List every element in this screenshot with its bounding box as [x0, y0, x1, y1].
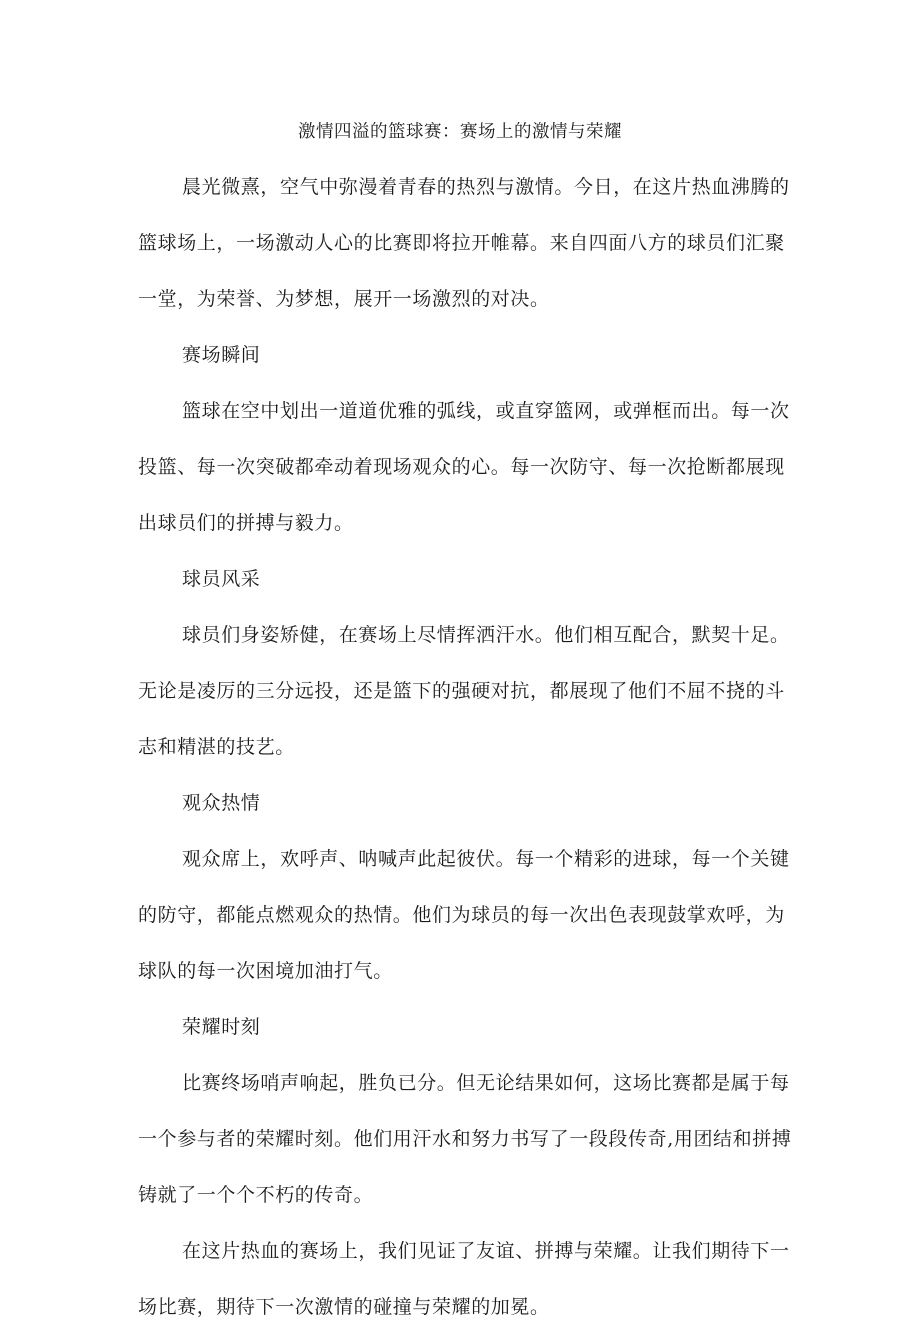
- intro-block: [138, 159, 794, 1335]
- section-paragraph-players: 球员们身姿矫健，在赛场上尽情挥洒汗水。他们相互配合，默契十足。无论是凌厉的三分远投，还是篮下的强硬对抗，都展现了他们不屈不挠的斗志和精湛的技艺。: [138, 624, 790, 758]
- intro-paragraph: 晨光微熹，空气中弥漫着青春的热烈与激情。今日，在这片热血沸腾的篮球场上，一场激动人心的比赛即将拉开帷幕。来自四面八方的球员们汇聚一堂，为荣誉、为梦想，展开一场激烈的对决。: [138, 176, 790, 310]
- section-heading-audience: 观众热情: [182, 792, 261, 814]
- document-title: 激情四溢的篮球赛：赛场上的激情与荣耀: [298, 122, 622, 142]
- section-paragraph-glory: 比赛终场哨声响起，胜负已分。但无论结果如何，这场比赛都是属于每一个参与者的荣耀时刻。他们用汗水和努力书写了一段段传奇,用团结和拼搏铸就了一个个不朽的传奇。: [138, 1072, 792, 1206]
- section-heading-glory: 荣耀时刻: [182, 1016, 261, 1038]
- section-heading-players: 球员风采: [182, 568, 261, 590]
- section-heading-moments: 赛场瞬间: [182, 344, 261, 366]
- section-paragraph-audience: 观众席上，欢呼声、呐喊声此起彼伏。每一个精彩的进球，每一个关键的防守，都能点燃观众的热情。他们为球员的每一次出色表现鼓掌欢呼，为球队的每一次困境加油打气。: [138, 848, 790, 982]
- section-paragraph-moments: 篮球在空中划出一道道优雅的弧线，或直穿篮网，或弹框而出。每一次投篮、每一次突破都牵动着现场观众的心。每一次防守、每一次抢断都展现出球员们的拼搏与毅力。: [138, 400, 790, 534]
- closing-paragraph: 在这片热血的赛场上，我们见证了友谊、拼搏与荣耀。让我们期待下一场比赛，期待下一次激情的碰撞与荣耀的加冕。: [138, 1240, 790, 1318]
